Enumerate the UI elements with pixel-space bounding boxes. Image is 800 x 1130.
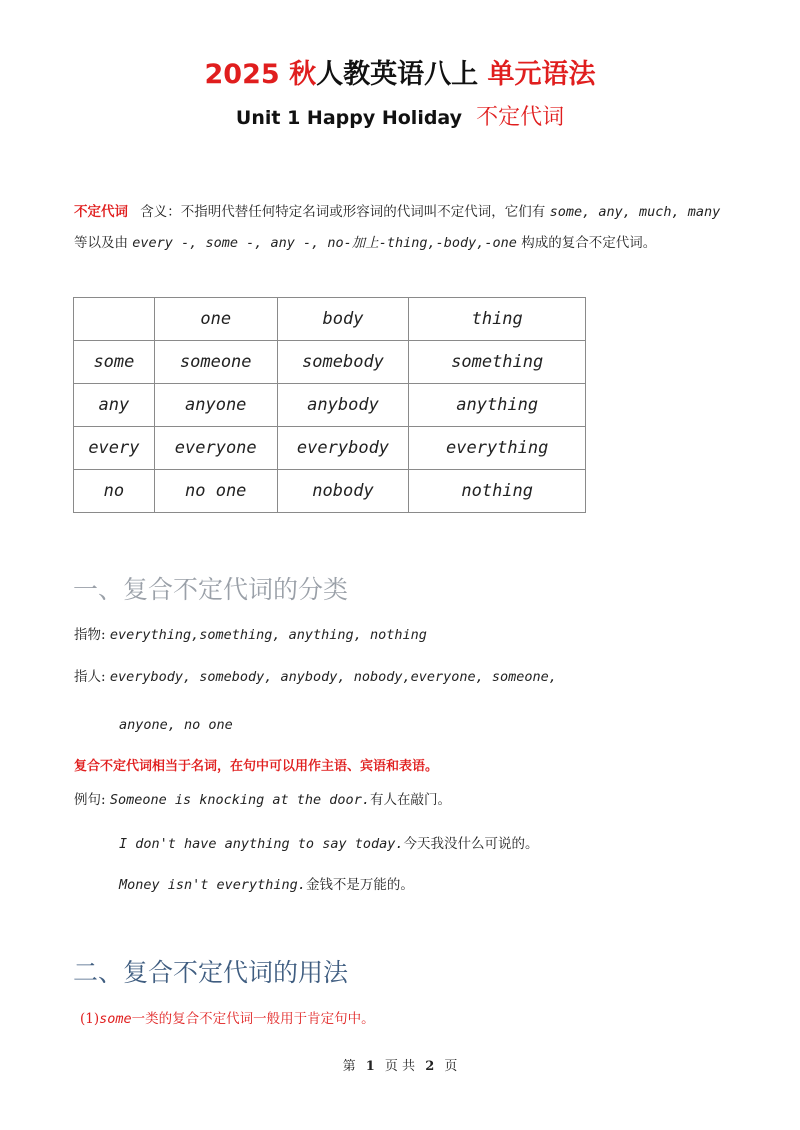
table-cell: everybody xyxy=(277,427,409,470)
intro-definition-suffix: 构成的复合不定代词。 xyxy=(521,235,657,251)
things-label: 指物: xyxy=(74,627,106,643)
page-subtitle xyxy=(0,100,800,131)
table-cell: anyone xyxy=(154,384,277,427)
table-cell: no xyxy=(74,470,155,513)
table-cell: nothing xyxy=(409,470,586,513)
point-text: 一类的复合不定代词一般用于肯定句中。 xyxy=(131,1011,375,1027)
grammar-point: 不定代词 xyxy=(476,105,565,130)
table-cell: everyone xyxy=(154,427,277,470)
intro-definition-prefix: 含义：不指明代替任何特定名词或形容词的代词叫不定代词，它们有 xyxy=(140,204,546,220)
things-list: everything,something, anything, nothing xyxy=(109,627,427,643)
intro-paragraph xyxy=(74,197,724,259)
point-word: some xyxy=(99,1011,132,1027)
footer-mid: 页 共 xyxy=(384,1059,416,1074)
intro-term: 不定代词 xyxy=(74,204,128,220)
example-cn: 今天我没什么可说的。 xyxy=(403,836,539,852)
example-line-3 xyxy=(119,873,414,893)
table-cell xyxy=(74,298,155,341)
intro-examples-a: some, any, much, many xyxy=(549,204,721,220)
table-row xyxy=(74,384,586,427)
page-footer xyxy=(0,1055,800,1074)
example-line-1 xyxy=(74,788,451,808)
title-book: 人教英语八上 xyxy=(316,59,479,90)
table-cell: someone xyxy=(154,341,277,384)
usage-point-1 xyxy=(80,1007,375,1027)
table-cell: every xyxy=(74,427,155,470)
table-cell: thing xyxy=(409,298,586,341)
section1-heading: 一、复合不定代词的分类 xyxy=(73,575,349,604)
table-cell: no one xyxy=(154,470,277,513)
example-cn: 有人在敲门。 xyxy=(369,792,451,808)
footer-prefix: 第 xyxy=(342,1059,356,1074)
page-number: 1 xyxy=(365,1059,375,1074)
people-list-cont: anyone, no one xyxy=(119,717,233,733)
table-cell: some xyxy=(74,341,155,384)
example-line-2 xyxy=(119,832,538,852)
pronoun-table xyxy=(73,297,586,513)
intro-definition-mid: 等以及由 xyxy=(74,235,128,251)
table-cell: everything xyxy=(409,427,586,470)
title-topic: 单元语法 xyxy=(487,59,596,90)
people-label: 指人: xyxy=(74,669,106,685)
table-cell: somebody xyxy=(277,341,409,384)
things-line xyxy=(74,623,427,643)
page-title xyxy=(0,52,800,91)
table-cell: one xyxy=(154,298,277,341)
rule-text: 复合不定代词相当于名词，在句中可以用作主语、宾语和表语。 xyxy=(74,759,439,774)
example-label: 例句: xyxy=(74,792,106,808)
title-year: 2025 xyxy=(204,59,280,90)
table-cell: any xyxy=(74,384,155,427)
section2-heading: 二、复合不定代词的用法 xyxy=(73,958,349,987)
people-list: everybody, somebody, anybody, nobody,everyone, someone, xyxy=(109,669,557,685)
point-number: (1) xyxy=(80,1011,100,1027)
table-cell: anybody xyxy=(277,384,409,427)
intro-examples-b: every -, some -, any -, no-加上-thing,-body,-one xyxy=(132,235,517,251)
example-cn: 金钱不是万能的。 xyxy=(305,877,414,893)
table-header-row xyxy=(74,298,586,341)
example-en: Someone is knocking at the door. xyxy=(109,792,370,808)
table-cell: anything xyxy=(409,384,586,427)
table-row xyxy=(74,341,586,384)
table-cell: something xyxy=(409,341,586,384)
unit-title: Unit 1 Happy Holiday xyxy=(235,107,463,129)
table-cell: body xyxy=(277,298,409,341)
example-en: Money isn't everything. xyxy=(119,877,306,893)
example-en: I don't have anything to say today. xyxy=(119,836,404,852)
table-row xyxy=(74,470,586,513)
people-line xyxy=(74,665,557,685)
footer-suffix: 页 xyxy=(444,1059,458,1074)
title-season: 秋 xyxy=(289,59,317,90)
table-cell: nobody xyxy=(277,470,409,513)
table-row xyxy=(74,427,586,470)
page-total: 2 xyxy=(425,1059,435,1074)
